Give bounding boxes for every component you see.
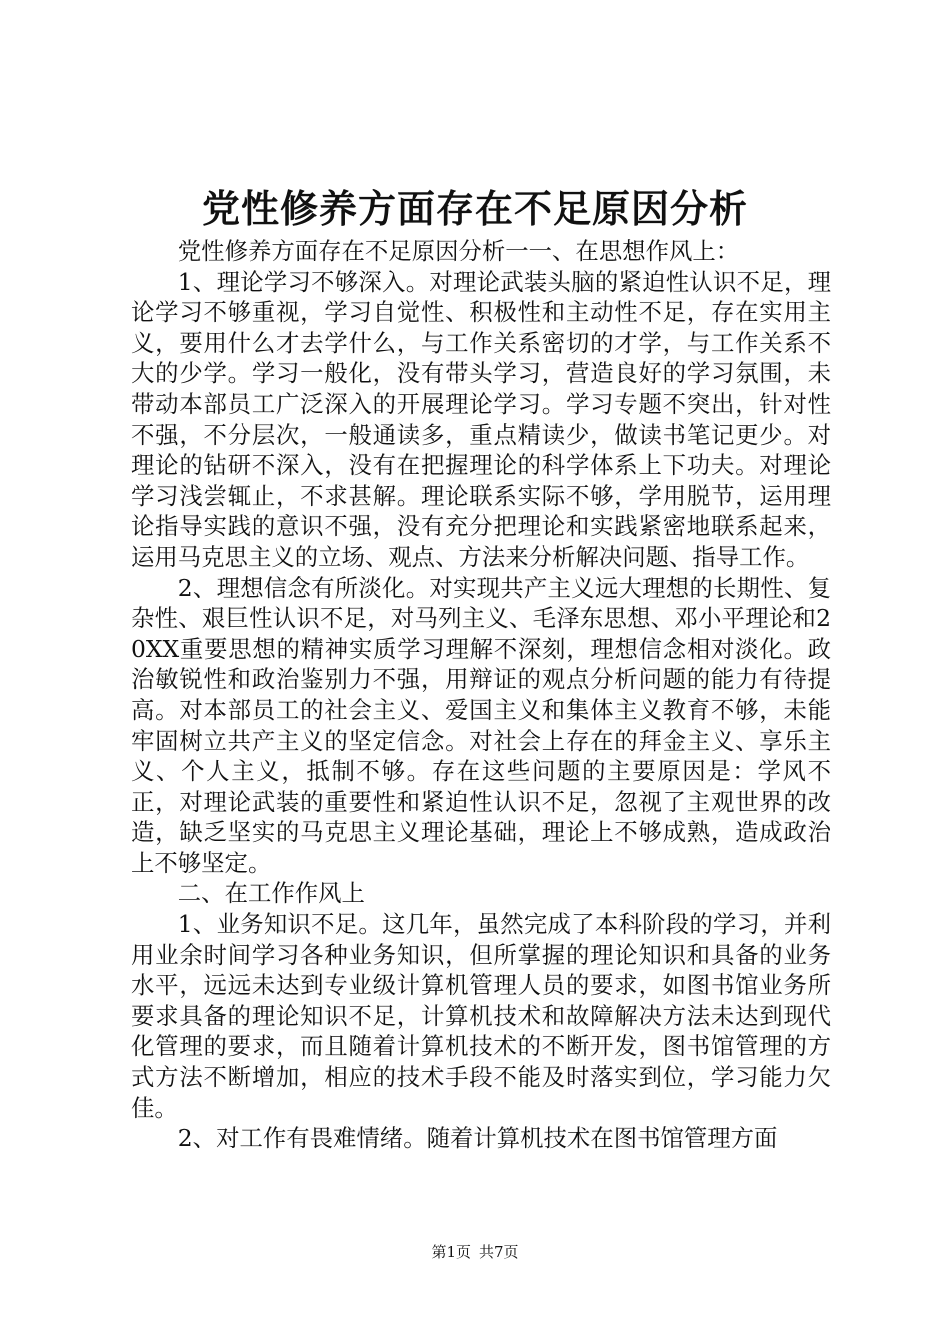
paragraph-work-difficulty: 2、对工作有畏难情绪。随着计算机技术在图书馆管理方面 [177,1124,778,1153]
paragraph-intro: 党性修养方面存在不足原因分析一一、在思想作风上： [177,237,740,265]
paragraph-ideals-beliefs: 2、理想信念有所淡化。对实现共产主义远大理想的长期性、复杂性、艰巨性认识不足，对马列主义、毛泽东思想、邓小平理论和20XX重要思想的精神实质学习理解不深刻，理想信念相对淡化。政治敏锐性和政治鉴别力不强，用辩证的观点分析问题的能力有待提高。对本部员工的社会主义、爱国主义和集体主义教育不够，未能牢固树立共产主义的坚定信念。对社会上存在的拜金主义、享乐主义、个人主义，抵制不够。存在这些问题的主要原因是：学风不正，对理论武装的重要性和紧迫性认识不足，忽视了主观世界的改造，缺乏坚实的马克思主义理论基础，理论上不够成熟，造成政治上不够坚定。 [131,573,831,877]
page-footer [0,1242,950,1262]
paragraph-theory-study: 1、理论学习不够深入。对理论武装头脑的紧迫性认识不足，理论学习不够重视，学习自觉性、积极性和主动性不足，存在实用主义，要用什么才去学什么，与工作关系密切的才学，与工作关系不大的少学。学习一般化，没有带头学习，营造良好的学习氛围，未带动本部员工广泛深入的开展理论学习。学习专题不突出，针对性不强，不分层次，一般通读多，重点精读少，做读书笔记更少。对理论的钻研不深入，没有在把握理论的科学体系上下功夫。对理论学习浅尝辄止，不求甚解。理论联系实际不够，学用脱节，运用理论指导实践的意识不强，没有充分把理论和实践紧密地联系起来，运用马克思主义的立场、观点、方法来分析解决问题、指导工作。 [131,267,831,571]
page-total: 共7页 [479,1243,519,1261]
section-heading-work-style: 二、在工作作风上 [177,879,365,908]
paragraph-business-knowledge: 1、业务知识不足。这几年，虽然完成了本科阶段的学习，并利用业余时间学习各种业务知识，但所掌握的理论知识和具备的业务水平，远远未达到专业级计算机管理人员的要求，如图书馆业务所要求具备的理论知识不足，计算机技术和故障解决方法未达到现代化管理的要求，而且随着计算机技术的不断开发，图书馆管理的方式方法不断增加，相应的技术手段不能及时落实到位，学习能力欠佳。 [131,910,831,1122]
page-number: 第1页 [431,1243,471,1261]
document-body [131,236,831,1154]
document-title: 党性修养方面存在不足原因分析 [201,187,748,231]
